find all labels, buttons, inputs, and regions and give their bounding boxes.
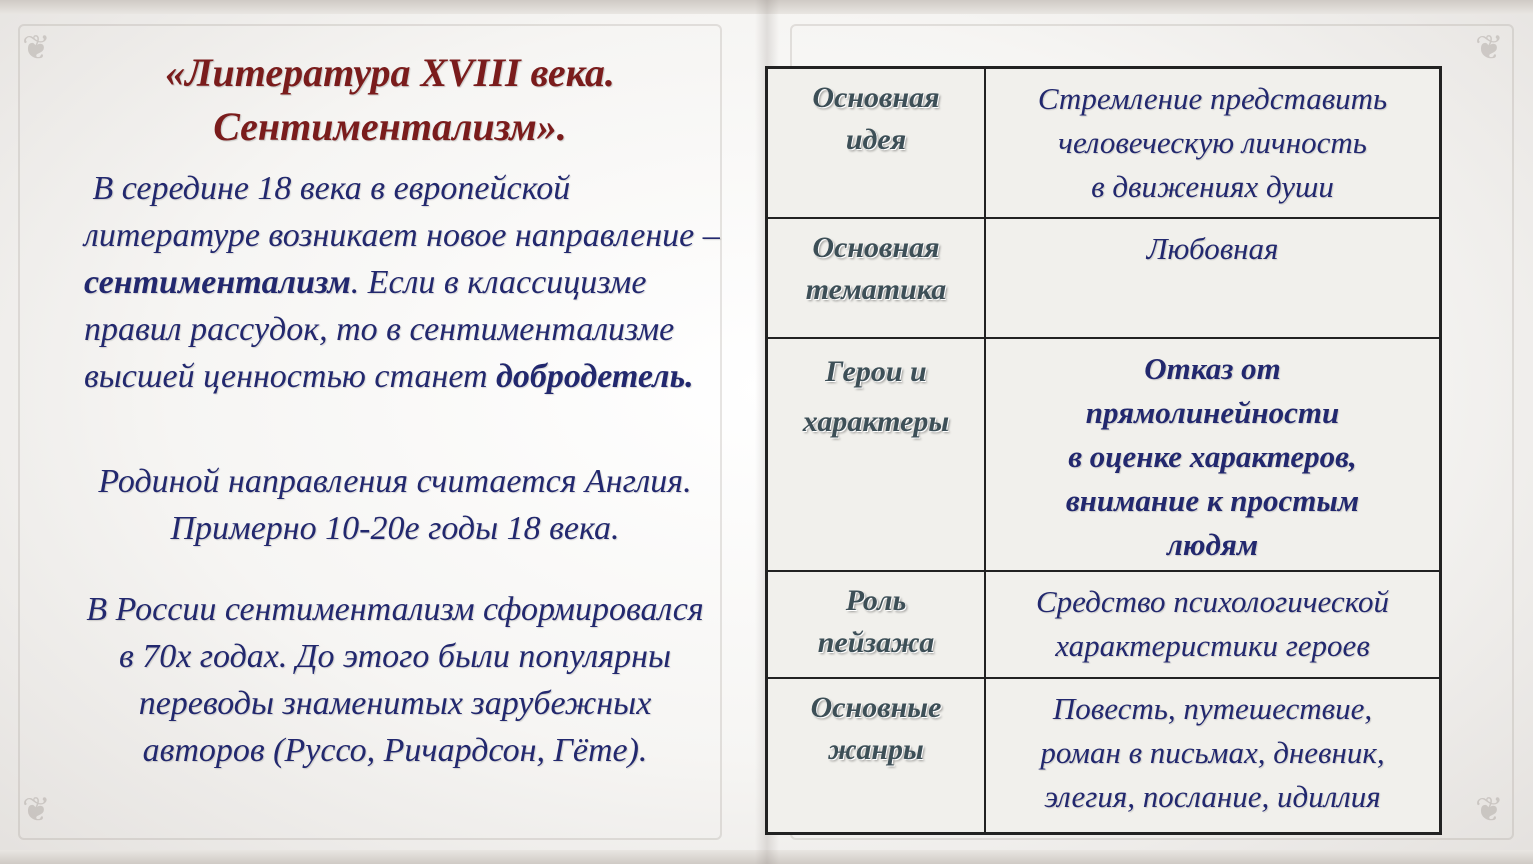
row-header <box>767 218 986 338</box>
intro-text: В середине 18 века в европейской литературе возникает новое направление – <box>84 170 720 254</box>
row-header-line: тематика <box>805 273 947 306</box>
row-value <box>985 68 1441 219</box>
ornament-icon: ❦ <box>1475 28 1504 68</box>
row-header <box>767 338 986 571</box>
row-value <box>985 571 1441 678</box>
russia-line: переводы знаменитых зарубежных <box>138 685 652 722</box>
row-value <box>985 678 1441 834</box>
row-header-line: характеры <box>802 405 950 438</box>
row-header-line: пейзажа <box>817 626 935 659</box>
row-header <box>767 571 986 678</box>
row-value-line: Средство психологической <box>1036 584 1389 619</box>
row-value-line: Повесть, путешествие, <box>1052 691 1373 726</box>
row-value-line: человеческую личность <box>1058 125 1367 160</box>
row-value-line: роман в письмах, дневник, <box>1040 735 1385 770</box>
ornament-icon: ❦ <box>22 790 51 830</box>
russia-line: В России сентиментализм сформировался <box>86 591 704 628</box>
row-value-line: Стремление представить <box>1037 81 1388 116</box>
intro-term-sentimentalism: сентиментализм <box>84 264 351 301</box>
row-header-line: идея <box>845 123 907 156</box>
row-value-line: прямолинейности <box>1085 395 1340 430</box>
ornament-icon: ❦ <box>22 28 51 68</box>
table-row <box>767 68 1441 219</box>
page-title <box>40 46 740 154</box>
russia-line: в 70х годах. До этого были популярны <box>118 638 672 675</box>
origin-line: Примерно 10-20е годы 18 века. <box>170 510 620 547</box>
row-value-line: характеристики героев <box>1055 628 1370 663</box>
intro-paragraph <box>84 165 744 400</box>
origin-paragraph <box>30 458 760 552</box>
row-header <box>767 678 986 834</box>
row-header-line: Основные <box>810 691 942 724</box>
row-header-line: Герои и <box>825 355 927 388</box>
row-value <box>985 218 1441 338</box>
row-value-line: в оценке характеров, <box>1068 439 1357 474</box>
row-header-line: Основная <box>812 81 940 114</box>
intro-term-virtue: добродетель. <box>496 358 694 395</box>
row-value-line: внимание к простым <box>1065 483 1360 518</box>
row-value-line: в движениях души <box>1091 169 1334 204</box>
row-value-line: людям <box>1166 527 1259 562</box>
ornament-icon: ❦ <box>1475 790 1504 830</box>
row-header-line: Основная <box>812 231 940 264</box>
sentimentalism-table <box>765 66 1442 835</box>
row-value <box>985 338 1441 571</box>
intro-text: . Если в классицизме правил рассудок, то в сентиментализме высшей ценностью станет <box>84 264 675 395</box>
table-row <box>767 338 1441 571</box>
row-value-line: Отказ от <box>1144 351 1281 386</box>
table-row <box>767 678 1441 834</box>
russia-paragraph <box>30 586 760 774</box>
row-value-line: Любовная <box>1146 231 1279 266</box>
title-line: «Литература XVIII века. <box>165 50 615 95</box>
row-header-line: Роль <box>845 584 907 617</box>
table-row <box>767 571 1441 678</box>
title-line: Сентиментализм». <box>213 104 567 149</box>
row-value-line: элегия, послание, идиллия <box>1044 779 1381 814</box>
russia-line: авторов (Руссо, Ричардсон, Гёте). <box>142 732 648 769</box>
row-header-line: жанры <box>828 733 924 766</box>
row-header <box>767 68 986 219</box>
table-row <box>767 218 1441 338</box>
origin-line: Родиной направления считается Англия. <box>98 463 692 500</box>
